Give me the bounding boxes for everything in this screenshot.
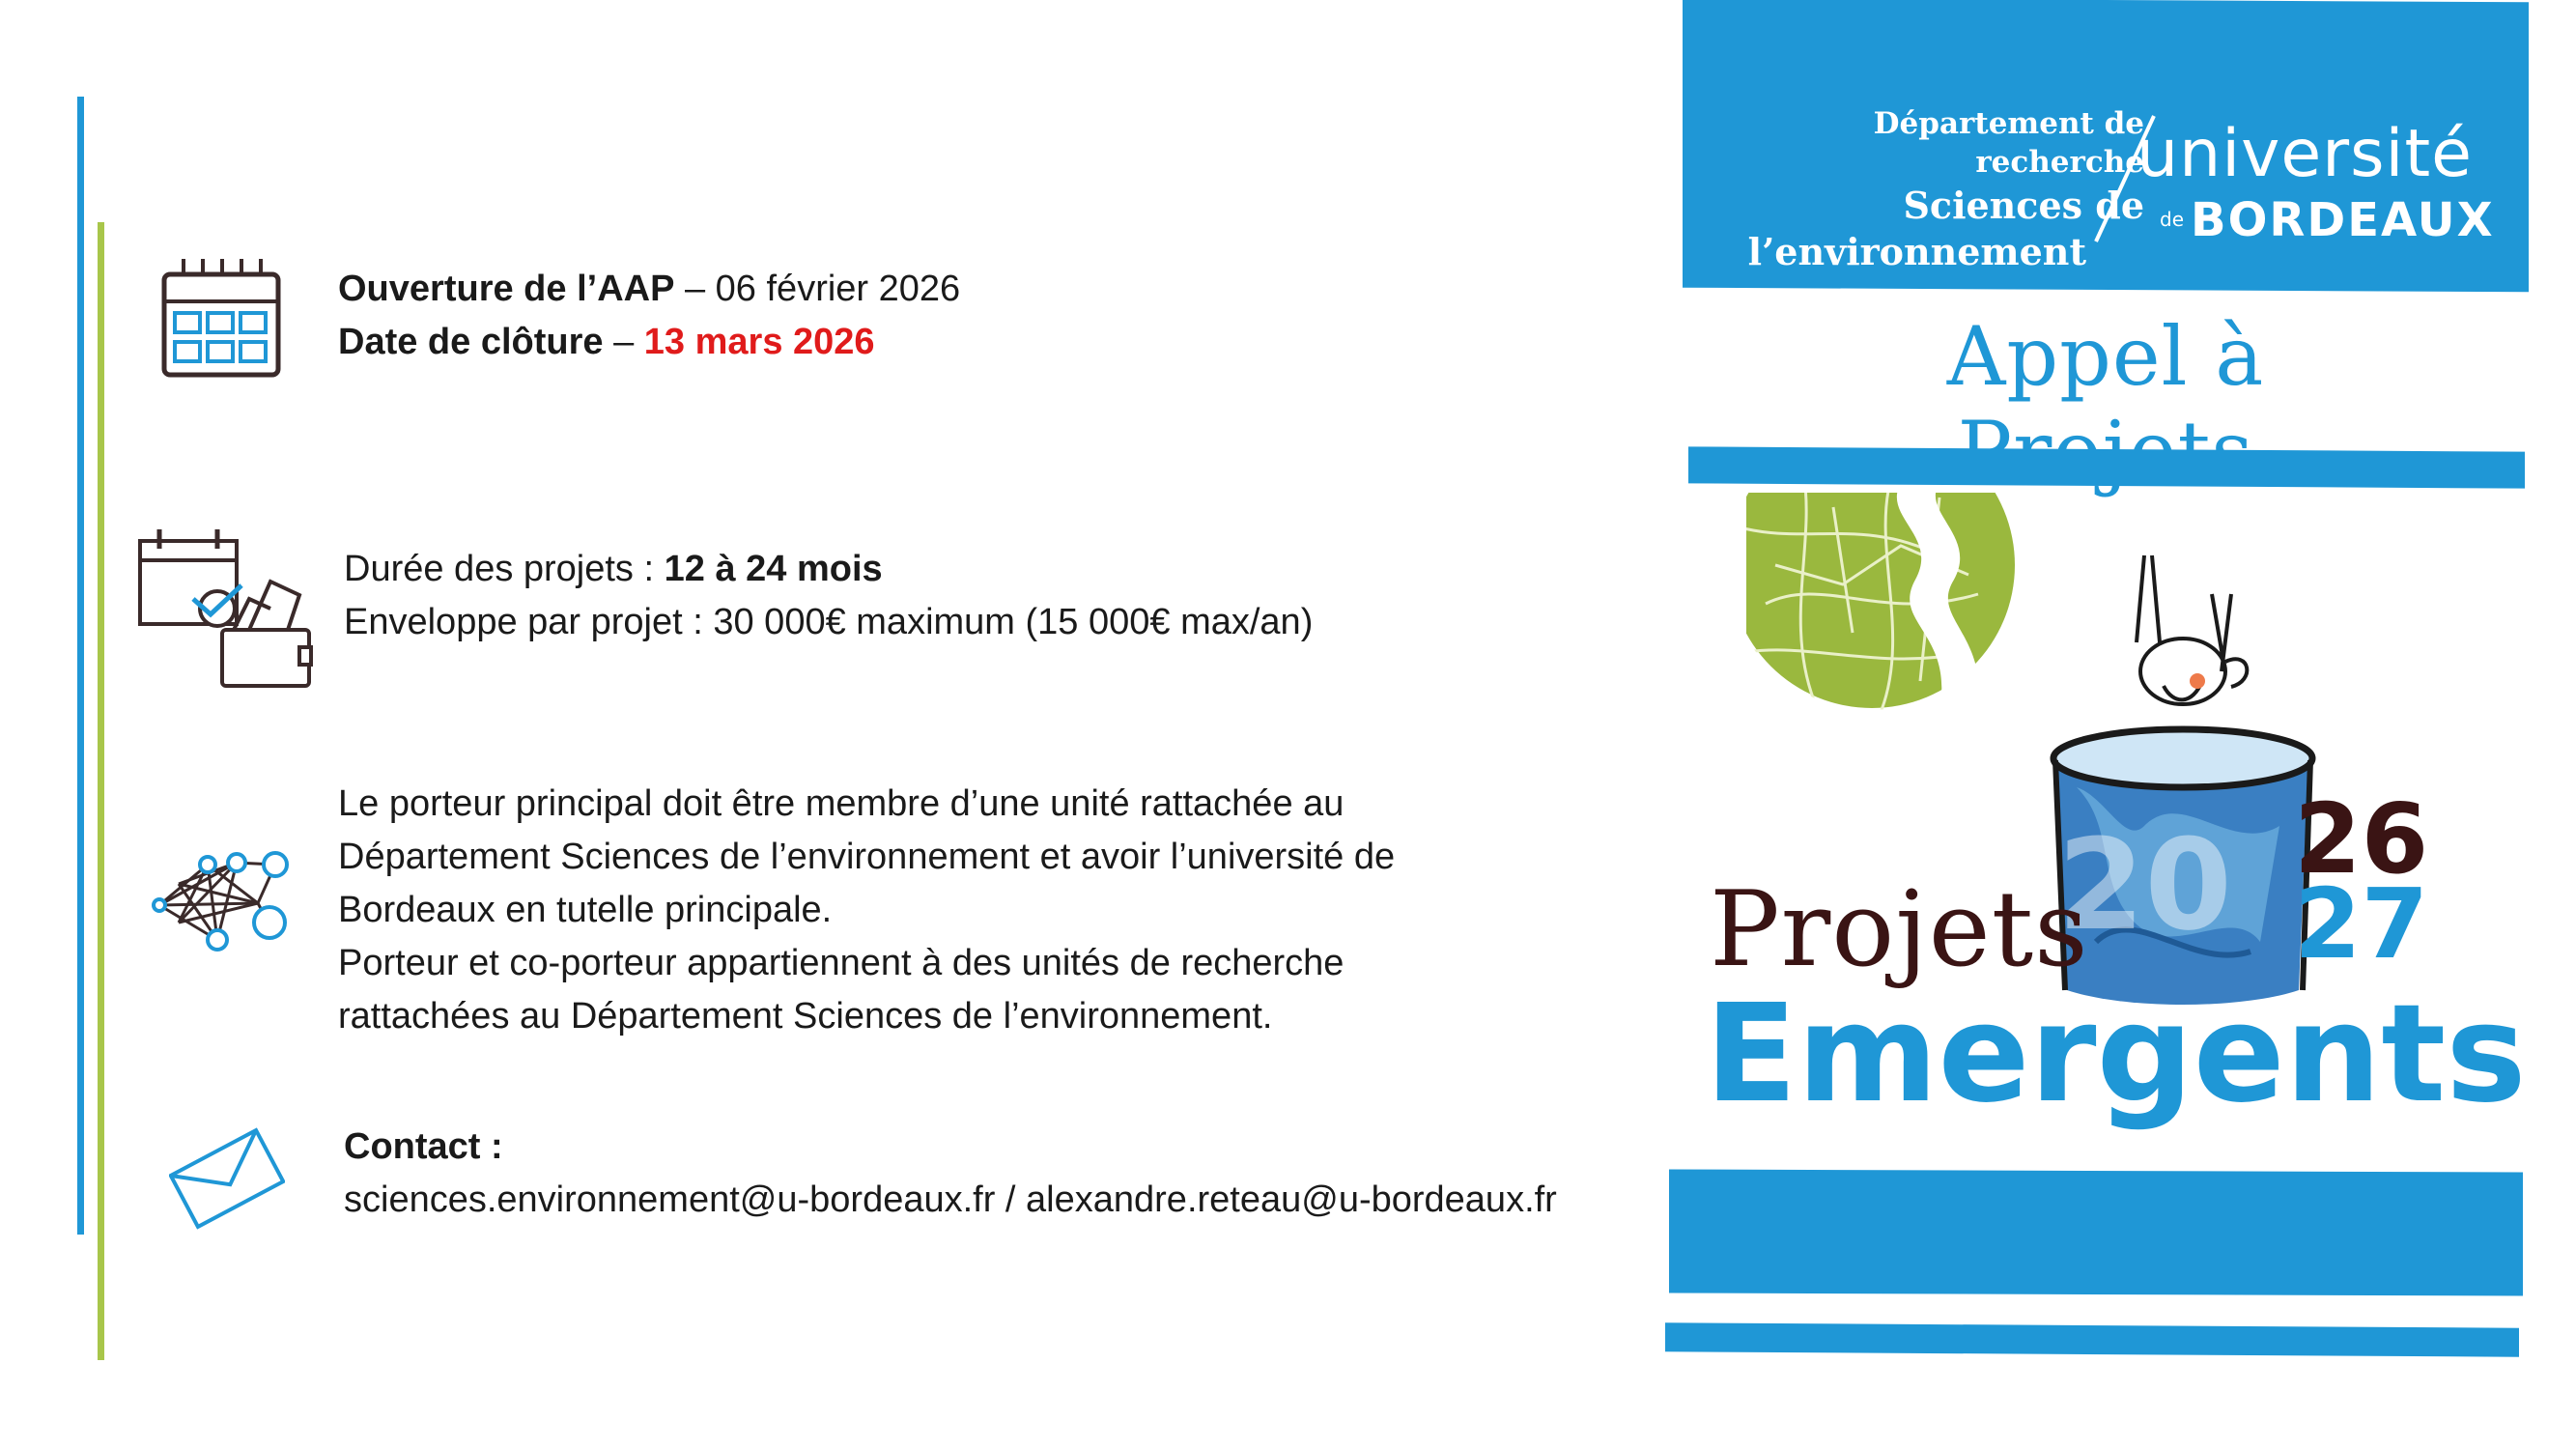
department-line-3: l’environnement [1747, 230, 2086, 273]
year-prefix: 20 [2057, 811, 2232, 958]
closing-separator: – [613, 322, 635, 362]
duration-line [344, 543, 1313, 596]
eligibility-line-4: Porteur et co-porteur appartiennent à des unités de recherche [338, 943, 1345, 983]
dates-block [338, 263, 960, 369]
closing-line [338, 316, 960, 369]
department-block [1710, 104, 2144, 274]
closing-label: Date de clôture [338, 322, 604, 362]
call-title: Appel à [1946, 309, 2265, 404]
eligibility-line-1: Le porteur principal doit être membre d’une unité rattachée au [338, 783, 1345, 824]
duration-value: 12 à 24 mois [664, 549, 883, 589]
eligibility-line-5: rattachées au Département Sciences de l’environnement. [338, 996, 1273, 1037]
opening-label: Ouverture de l’AAP [338, 269, 675, 309]
network-icon [150, 845, 295, 952]
envelope-icon [169, 1125, 285, 1232]
department-line-1: Département de recherche [1873, 106, 2144, 180]
contact-label: Contact : [344, 1126, 503, 1167]
eligibility-line-2: Département Sciences de l’environnement et avoir l’université de [338, 837, 1396, 877]
duration-label: Durée des projets : [344, 549, 655, 589]
department-line-2: Sciences de [1903, 184, 2144, 227]
contact-emails[interactable]: sciences.environnement@u-bordeaux.fr / alexandre.reteau@u-bordeaux.fr [344, 1179, 1557, 1220]
university-name: université [2137, 116, 2473, 192]
contact-block [344, 1121, 1557, 1227]
blue-bar-bottom-large [1669, 1169, 2523, 1295]
envelope-line: Enveloppe par projet : 30 000€ maximum (15 000€ max/an) [344, 602, 1314, 642]
university-city: BORDEAUX [2191, 193, 2495, 247]
eligibility-line-3: Bordeaux en tutelle principale. [338, 890, 833, 930]
blue-bar-top [1688, 446, 2525, 488]
closing-date: 13 mars 2026 [643, 322, 875, 362]
eligibility-block [338, 778, 1395, 1043]
title-emergents: Emergents [1705, 976, 2527, 1133]
year-top: 26 [2294, 782, 2429, 895]
calendar-wallet-icon [135, 522, 314, 691]
opening-date: – 06 février 2026 [684, 269, 961, 309]
calendar-icon [159, 253, 285, 381]
opening-line [338, 263, 960, 316]
university-de: de [2160, 208, 2184, 231]
year-bottom: 27 [2294, 867, 2429, 980]
blue-bar-bottom-thin [1665, 1322, 2519, 1356]
title-projets: Projets [1710, 869, 2089, 990]
budget-block [344, 543, 1313, 649]
left-accent-line-blue [77, 97, 84, 1235]
left-accent-line-green [98, 222, 104, 1360]
leaf-map-illustration [1746, 488, 2046, 710]
